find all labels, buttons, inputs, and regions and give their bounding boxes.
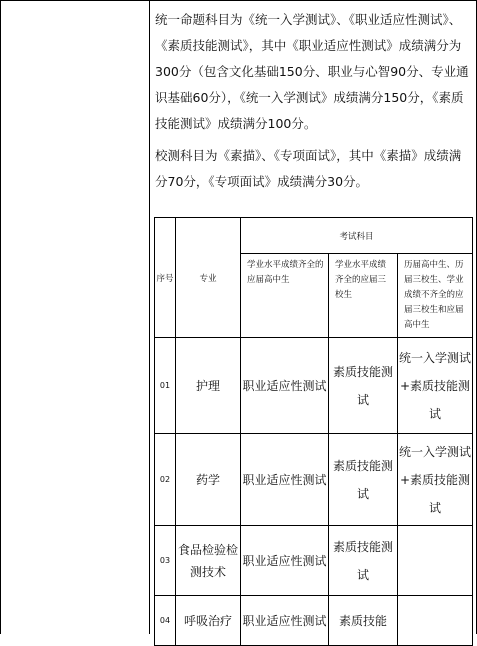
subheader-current-highschool: 学业水平成绩齐全的应届高中生 bbox=[241, 254, 329, 338]
header-subjects: 考试科目 bbox=[241, 218, 473, 254]
row-subject-col2: 素质技能测试 bbox=[329, 434, 398, 526]
row-subject-col3: 统一入学测试+素质技能测试 bbox=[398, 338, 473, 434]
exam-subjects-table bbox=[154, 217, 473, 646]
row-major: 呼吸治疗 bbox=[176, 596, 241, 646]
subheader-previous-students: 历届高中生、历届三校生、学业成绩不齐全的应届三校生和应届高中生 bbox=[398, 254, 473, 338]
row-seq: 02 bbox=[155, 434, 176, 526]
row-subject-col1: 职业适应性测试 bbox=[241, 434, 329, 526]
row-major: 药学 bbox=[176, 434, 241, 526]
row-seq: 03 bbox=[155, 526, 176, 596]
table-row bbox=[155, 526, 473, 596]
row-major: 护理 bbox=[176, 338, 241, 434]
row-subject-col1: 职业适应性测试 bbox=[241, 338, 329, 434]
column-divider bbox=[149, 1, 150, 634]
row-subject-col2: 素质技能 bbox=[329, 596, 398, 646]
header-major: 专业 bbox=[176, 218, 241, 338]
row-seq: 04 bbox=[155, 596, 176, 646]
row-subject-col3 bbox=[398, 596, 473, 646]
row-subject-col2: 素质技能测试 bbox=[329, 526, 398, 596]
table-row bbox=[155, 338, 473, 434]
table-header-row bbox=[155, 218, 473, 254]
subheader-current-vocational: 学业水平成绩齐全的应届三校生 bbox=[329, 254, 398, 338]
paragraph-unified-subjects: 统一命题科目为《统一入学测试》、《职业适应性测试》、《素质技能测试》，其中《职业适应性测试》成绩满分为300分（包含文化基础150分、职业与心智90分、专业通识基础60分），《统一入学测试》成绩满分150分，《素质技能测试》成绩满分100分。 bbox=[155, 12, 469, 131]
table-row bbox=[155, 596, 473, 646]
row-subject-col3: 统一入学测试+素质技能测试 bbox=[398, 434, 473, 526]
row-major: 食品检验检测技术 bbox=[176, 526, 241, 596]
exam-description bbox=[155, 7, 473, 201]
row-subject-col1: 职业适应性测试 bbox=[241, 596, 329, 646]
row-seq: 01 bbox=[155, 338, 176, 434]
header-seq: 序号 bbox=[155, 218, 176, 338]
left-border bbox=[0, 1, 1, 634]
table-row bbox=[155, 434, 473, 526]
row-subject-col3 bbox=[398, 526, 473, 596]
row-subject-col1: 职业适应性测试 bbox=[241, 526, 329, 596]
row-subject-col2: 素质技能测试 bbox=[329, 338, 398, 434]
paragraph-school-subjects: 校测科目为《素描》、《专项面试》，其中《素描》成绩满分70分，《专项面试》成绩满分30分。 bbox=[155, 148, 462, 189]
